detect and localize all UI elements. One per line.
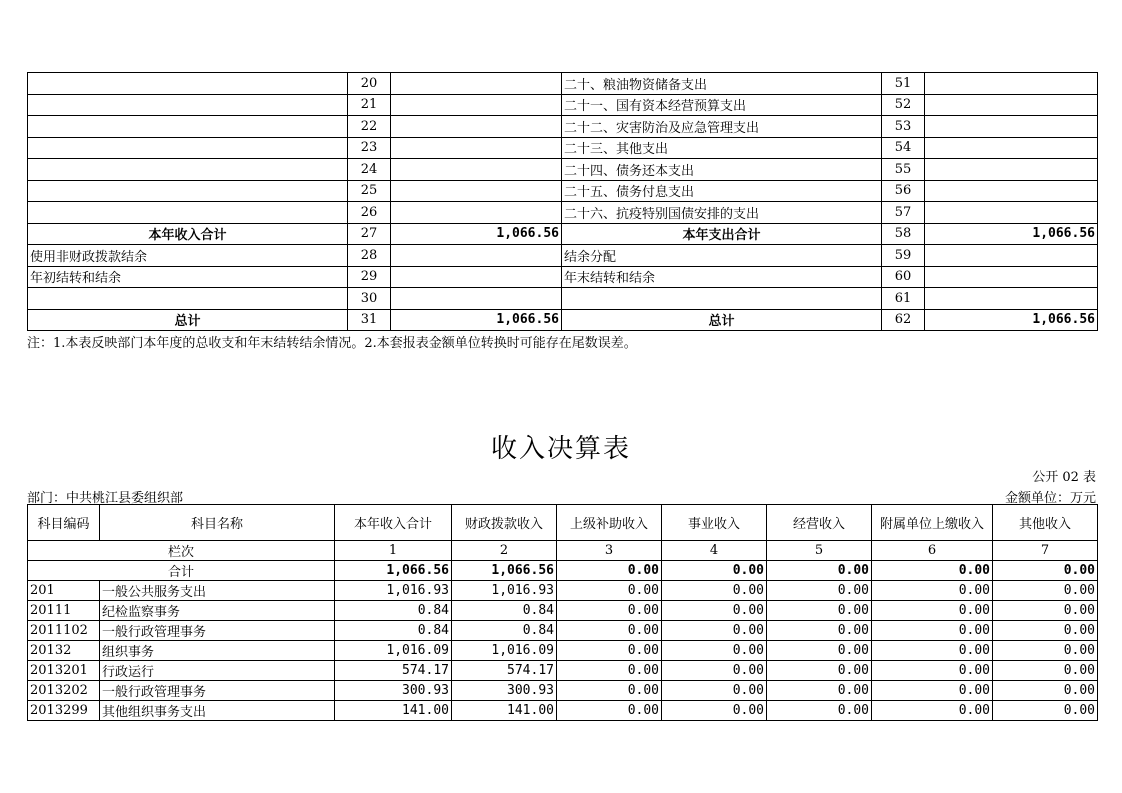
amount-cell: 300.93: [452, 681, 557, 701]
amount-cell: 0.00: [993, 681, 1098, 701]
income-item-label: 本年收入合计: [28, 223, 348, 245]
amount-cell: 0.00: [993, 581, 1098, 601]
expense-amount: [925, 202, 1098, 224]
expense-amount: 1,066.56: [925, 309, 1098, 331]
amount-cell: 0.00: [662, 621, 767, 641]
total-value: 0.00: [662, 561, 767, 581]
income-amount: [391, 94, 562, 116]
amount-cell: 0.00: [767, 621, 872, 641]
income-amount: [391, 159, 562, 181]
income-amount: [391, 180, 562, 202]
column-index: 5: [767, 541, 872, 561]
subject-code: 2013202: [28, 681, 100, 701]
amount-cell: 0.00: [993, 661, 1098, 681]
income-item-label: [28, 159, 348, 181]
column-header: 财政拨款收入: [452, 505, 557, 541]
amount-cell: 0.00: [767, 601, 872, 621]
amount-cell: 0.00: [557, 601, 662, 621]
column-index: 2: [452, 541, 557, 561]
summary-row: [28, 266, 1098, 288]
total-label: 合计: [28, 561, 335, 581]
expense-item-label: 二十六、抗疫特别国债安排的支出: [562, 202, 882, 224]
row-number: 22: [348, 116, 391, 138]
summary-row: [28, 223, 1098, 245]
income-item-label: [28, 137, 348, 159]
header-row: [28, 505, 1098, 541]
amount-cell: 0.84: [335, 601, 452, 621]
column-header: 科目编码: [28, 505, 100, 541]
income-amount: [391, 266, 562, 288]
income-amount: [391, 288, 562, 310]
row-number: 55: [882, 159, 925, 181]
row-number: 30: [348, 288, 391, 310]
subject-code: 20111: [28, 601, 100, 621]
amount-cell: 0.00: [767, 681, 872, 701]
expense-item-label: 本年支出合计: [562, 223, 882, 245]
table-row: [28, 661, 1098, 681]
income-item-label: 使用非财政拨款结余: [28, 245, 348, 267]
income-amount: [391, 202, 562, 224]
income-item-label: [28, 94, 348, 116]
amount-cell: 0.00: [557, 641, 662, 661]
column-index: 7: [993, 541, 1098, 561]
amount-cell: 0.00: [662, 581, 767, 601]
amount-cell: 1,016.09: [452, 641, 557, 661]
summary-row: [28, 180, 1098, 202]
amount-cell: 0.00: [872, 701, 993, 721]
expense-amount: [925, 94, 1098, 116]
amount-cell: 0.00: [767, 701, 872, 721]
table-note: 注：1.本表反映部门本年度的总收支和年末结转结余情况。2.本套报表金额单位转换时可能存在尾数误差。: [27, 336, 637, 351]
row-number: 25: [348, 180, 391, 202]
column-header: 其他收入: [993, 505, 1098, 541]
row-number: 27: [348, 223, 391, 245]
summary-table-body: [28, 73, 1098, 331]
table-row: [28, 621, 1098, 641]
expense-amount: [925, 245, 1098, 267]
expense-item-label: 二十四、债务还本支出: [562, 159, 882, 181]
amount-cell: 0.00: [662, 701, 767, 721]
income-item-label: [28, 180, 348, 202]
amount-cell: 0.00: [872, 581, 993, 601]
amount-cell: 0.00: [872, 601, 993, 621]
summary-row: [28, 116, 1098, 138]
row-number: 57: [882, 202, 925, 224]
amount-cell: 0.00: [993, 601, 1098, 621]
amount-cell: 574.17: [335, 661, 452, 681]
amount-cell: 0.84: [452, 621, 557, 641]
amount-cell: 0.00: [993, 621, 1098, 641]
income-amount: [391, 137, 562, 159]
row-number: 20: [348, 73, 391, 95]
table-row: [28, 581, 1098, 601]
subject-code: 20132: [28, 641, 100, 661]
expense-amount: 1,066.56: [925, 223, 1098, 245]
income-amount: [391, 116, 562, 138]
subject-code: 2011102: [28, 621, 100, 641]
amount-cell: 0.00: [557, 581, 662, 601]
expense-item-label: 总计: [562, 309, 882, 331]
column-header: 上级补助收入: [557, 505, 662, 541]
department-label: 部门：中共桃江县委组织部: [27, 491, 184, 506]
amount-cell: 0.00: [662, 661, 767, 681]
summary-row: [28, 202, 1098, 224]
expense-item-label: 二十三、其他支出: [562, 137, 882, 159]
column-header: 本年收入合计: [335, 505, 452, 541]
table-row: [28, 641, 1098, 661]
total-value: 0.00: [767, 561, 872, 581]
amount-cell: 1,016.09: [335, 641, 452, 661]
amount-cell: 0.00: [872, 681, 993, 701]
subject-name: 一般公共服务支出: [100, 581, 335, 601]
expense-amount: [925, 116, 1098, 138]
amount-cell: 0.00: [767, 661, 872, 681]
column-index-row: [28, 541, 1098, 561]
expense-item-label: 年末结转和结余: [562, 266, 882, 288]
income-amount: 1,066.56: [391, 309, 562, 331]
income-amount: 1,066.56: [391, 223, 562, 245]
amount-cell: 1,016.93: [335, 581, 452, 601]
amount-cell: 0.00: [662, 601, 767, 621]
summary-row: [28, 288, 1098, 310]
subject-name: 组织事务: [100, 641, 335, 661]
amount-cell: 0.00: [993, 701, 1098, 721]
income-item-label: [28, 73, 348, 95]
row-number: 52: [882, 94, 925, 116]
amount-cell: 0.00: [662, 681, 767, 701]
amount-cell: 0.00: [557, 681, 662, 701]
amount-cell: 1,016.93: [452, 581, 557, 601]
column-index: 4: [662, 541, 767, 561]
row-number: 26: [348, 202, 391, 224]
amount-cell: 0.00: [767, 581, 872, 601]
row-number: 54: [882, 137, 925, 159]
income-item-label: [28, 288, 348, 310]
expense-amount: [925, 159, 1098, 181]
expense-amount: [925, 266, 1098, 288]
income-item-label: [28, 116, 348, 138]
subject-name: 其他组织事务支出: [100, 701, 335, 721]
row-number: 62: [882, 309, 925, 331]
column-header: 科目名称: [100, 505, 335, 541]
amount-cell: 0.00: [872, 641, 993, 661]
column-header: 附属单位上缴收入: [872, 505, 993, 541]
column-index: 3: [557, 541, 662, 561]
subject-name: 纪检监察事务: [100, 601, 335, 621]
column-index-label: 栏次: [28, 541, 335, 561]
summary-row: [28, 159, 1098, 181]
amount-cell: 141.00: [335, 701, 452, 721]
total-value: 0.00: [557, 561, 662, 581]
row-number: 58: [882, 223, 925, 245]
subject-code: 201: [28, 581, 100, 601]
page-title: 收入决算表: [490, 434, 631, 464]
table-row: [28, 701, 1098, 721]
summary-row: [28, 245, 1098, 267]
row-number: 60: [882, 266, 925, 288]
income-item-label: [28, 202, 348, 224]
amount-cell: 0.00: [557, 621, 662, 641]
amount-cell: 0.00: [872, 661, 993, 681]
income-table: [27, 504, 1098, 721]
summary-row: [28, 73, 1098, 95]
summary-row: [28, 309, 1098, 331]
summary-row: [28, 94, 1098, 116]
income-table-body: [28, 505, 1098, 721]
table-row: [28, 681, 1098, 701]
row-number: 23: [348, 137, 391, 159]
row-number: 28: [348, 245, 391, 267]
subject-code: 2013201: [28, 661, 100, 681]
income-item-label: 年初结转和结余: [28, 266, 348, 288]
amount-cell: 141.00: [452, 701, 557, 721]
total-row: [28, 561, 1098, 581]
row-number: 53: [882, 116, 925, 138]
income-item-label: 总计: [28, 309, 348, 331]
row-number: 51: [882, 73, 925, 95]
amount-cell: 0.84: [452, 601, 557, 621]
total-value: 1,066.56: [335, 561, 452, 581]
form-number: 公开 02 表: [1032, 470, 1096, 485]
total-value: 0.00: [993, 561, 1098, 581]
subject-name: 行政运行: [100, 661, 335, 681]
amount-cell: 0.00: [872, 621, 993, 641]
expense-item-label: 结余分配: [562, 245, 882, 267]
expense-amount: [925, 137, 1098, 159]
column-header: 经营收入: [767, 505, 872, 541]
amount-cell: 0.00: [557, 661, 662, 681]
amount-cell: 0.00: [993, 641, 1098, 661]
row-number: 24: [348, 159, 391, 181]
expense-item-label: 二十二、灾害防治及应急管理支出: [562, 116, 882, 138]
row-number: 21: [348, 94, 391, 116]
amount-cell: 0.00: [662, 641, 767, 661]
income-amount: [391, 245, 562, 267]
table-row: [28, 601, 1098, 621]
row-number: 29: [348, 266, 391, 288]
expense-amount: [925, 288, 1098, 310]
summary-row: [28, 137, 1098, 159]
row-number: 31: [348, 309, 391, 331]
column-index: 1: [335, 541, 452, 561]
expense-item-label: [562, 288, 882, 310]
expense-item-label: 二十五、债务付息支出: [562, 180, 882, 202]
subject-name: 一般行政管理事务: [100, 681, 335, 701]
total-value: 0.00: [872, 561, 993, 581]
expense-amount: [925, 73, 1098, 95]
row-number: 56: [882, 180, 925, 202]
column-index: 6: [872, 541, 993, 561]
summary-table: [27, 72, 1098, 331]
amount-cell: 0.00: [767, 641, 872, 661]
income-amount: [391, 73, 562, 95]
row-number: 61: [882, 288, 925, 310]
row-number: 59: [882, 245, 925, 267]
amount-cell: 0.84: [335, 621, 452, 641]
expense-amount: [925, 180, 1098, 202]
column-header: 事业收入: [662, 505, 767, 541]
amount-cell: 300.93: [335, 681, 452, 701]
total-value: 1,066.56: [452, 561, 557, 581]
unit-label: 金额单位：万元: [1004, 491, 1096, 506]
expense-item-label: 二十、粮油物资储备支出: [562, 73, 882, 95]
subject-name: 一般行政管理事务: [100, 621, 335, 641]
amount-cell: 574.17: [452, 661, 557, 681]
subject-code: 2013299: [28, 701, 100, 721]
amount-cell: 0.00: [557, 701, 662, 721]
expense-item-label: 二十一、国有资本经营预算支出: [562, 94, 882, 116]
